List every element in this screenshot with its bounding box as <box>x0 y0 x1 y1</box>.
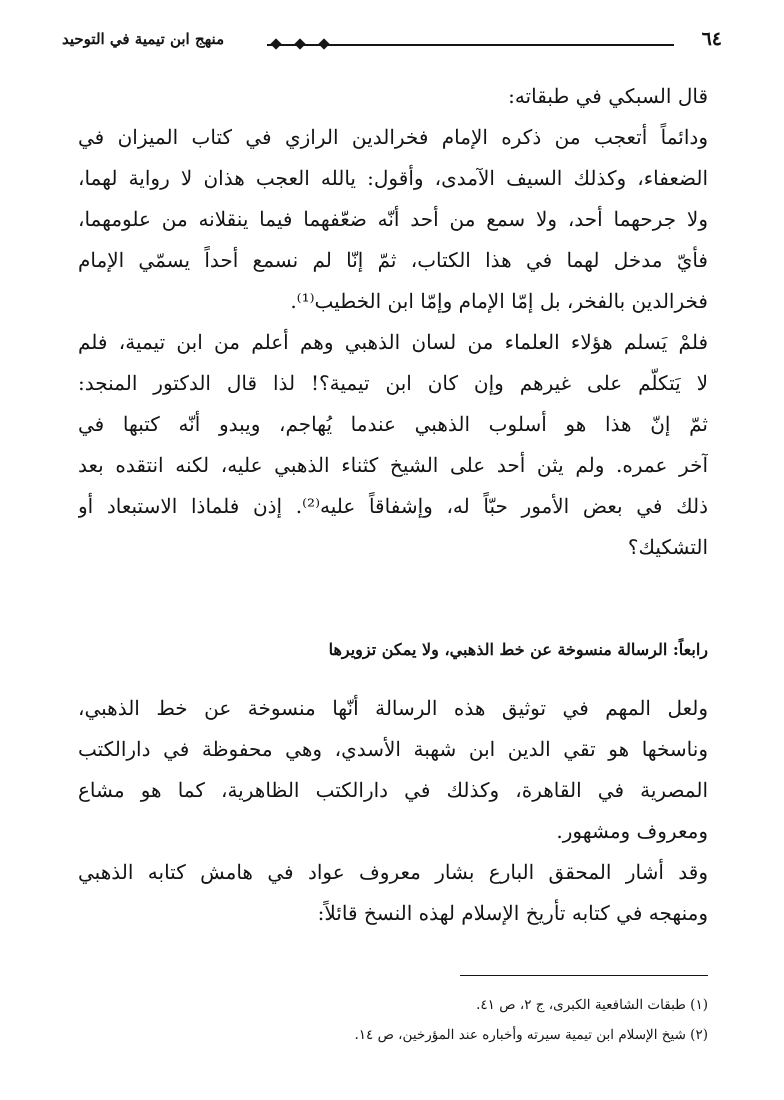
text-line: ولعل المهم في توثيق هذه الرسالة أنّها منسوخة عن خط الذهبي، <box>78 696 708 720</box>
footnote-separator <box>460 975 708 976</box>
footnotes <box>354 990 708 1050</box>
text-line: ولا جرحهما أحد، ولا سمع من أحد أنّه ضعّفهما فيما ينقلانه من علومهما، <box>78 207 708 231</box>
text-line: الضعفاء، وكذلك السيف الآمدى، وأقول: يالله العجب هذان لا رواية لهما، <box>78 166 708 190</box>
ornament-diamond-icon <box>270 38 281 49</box>
text-line: ثمّ إنّ هذا هو أسلوب الذهبي عندما يُهاجم، ويبدو أنّه كتبها في <box>78 412 708 436</box>
text-line: فلمْ يَسلم هؤلاء العلماء من لسان الذهبي وهم أعلم من ابن تيمية، فلم <box>78 330 708 354</box>
section-heading: رابعاً: الرسالة منسوخة عن خط الذهبي، ولا يمكن تزويرها <box>328 640 708 659</box>
text-line: ومعروف ومشهور. <box>556 819 708 843</box>
text-line: فأيّ مدخل لهما في هذا الكتاب، ثمّ إنّا لم نسمع أحداً يسمّي الإمام <box>78 248 708 272</box>
body-section-2 <box>78 688 708 934</box>
text-line: آخر عمره. ولم يثن أحد على الشيخ كثناء الذهبي عليه، لكنه انتقده بعد <box>78 453 708 477</box>
text-line: ذلك في بعض الأمور حبّاً له، وإشفاقاً عليه⁽²⁾. إذن فلماذا الاستبعاد أو <box>78 494 708 518</box>
ornament-diamond-icon <box>318 38 329 49</box>
text-line: ومنهجه في كتابه تأريخ الإسلام لهذه النسخ قائلاً: <box>317 901 708 925</box>
text-line: التشكيك؟ <box>627 535 708 559</box>
page-header <box>62 28 722 56</box>
text-line: لا يَتكلّم على غيرهم وإن كان ابن تيمية؟! لذا قال الدكتور المنجد: <box>78 371 708 395</box>
text-line: قال السبكي في طبقاته: <box>508 84 708 108</box>
body-section-1 <box>78 76 708 568</box>
footnote-item: (٢) شيخ الإسلام ابن تيمية سيرته وأخباره عند المؤرخين، ص ١٤. <box>354 1027 708 1043</box>
ornament-diamond-icon <box>294 38 305 49</box>
footnote-item: (١) طبقات الشافعية الكبرى، ج ٢، ص ٤١. <box>476 997 708 1013</box>
page-number: ٦٤ <box>701 28 722 50</box>
text-line: ودائماً أتعجب من ذكره الإمام فخرالدين الرازي في كتاب الميزان في <box>78 125 708 149</box>
text-line: وناسخها هو تقي الدين ابن شهبة الأسدي، وهي محفوظة في دارالكتب <box>78 737 708 761</box>
text-line: فخرالدين بالفخر، بل إمّا الإمام وإمّا ابن الخطيب⁽¹⁾. <box>290 289 708 313</box>
text-line: المصرية في القاهرة، وكذلك في دارالكتب الظاهرية، كما هو مشاع <box>78 778 708 802</box>
running-title: منهج ابن تيمية في التوحيد <box>62 30 225 48</box>
text-line: وقد أشار المحقق البارع بشار معروف عواد في هامش كتابه الذهبي <box>78 860 708 884</box>
